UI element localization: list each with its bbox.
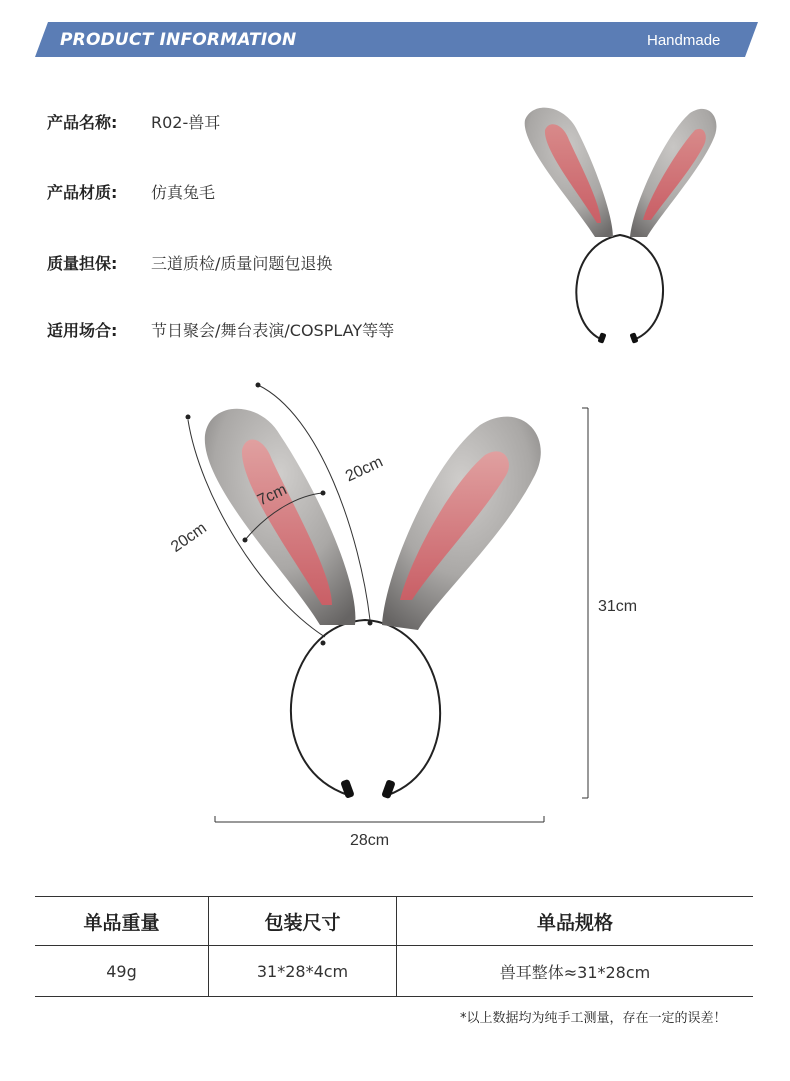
table-cell: 兽耳整体≈31*28cm — [397, 946, 754, 997]
product-diagram — [160, 375, 660, 865]
spec-key: 适用场合: — [47, 321, 118, 340]
height-label: 31cm — [598, 598, 638, 615]
spec-value: R02-兽耳 — [151, 113, 221, 132]
table-header-row — [35, 897, 753, 946]
table-cell: 31*28*4cm — [209, 946, 397, 997]
spec-value: 节日聚会/舞台表演/COSPLAY等等 — [151, 321, 395, 340]
spec-table — [35, 896, 753, 997]
width-label: 28cm — [350, 832, 390, 849]
table-header: 单品规格 — [397, 897, 754, 946]
spec-value: 仿真兔毛 — [151, 183, 216, 202]
ear-length-outer-label: 20cm — [168, 519, 210, 556]
banner-title: PRODUCT INFORMATION — [60, 30, 297, 50]
ear-length-inner-label: 20cm — [343, 453, 386, 486]
ear-width-label: 7cm — [255, 481, 290, 510]
spec-key: 产品名称: — [47, 113, 118, 132]
spec-key: 质量担保: — [47, 254, 118, 273]
table-row — [35, 946, 753, 997]
spec-value: 三道质检/质量问题包退换 — [151, 254, 333, 273]
table-cell: 49g — [35, 946, 209, 997]
table-header: 包装尺寸 — [209, 897, 397, 946]
banner-subtitle: Handmade — [647, 32, 721, 49]
product-thumbnail — [505, 95, 735, 345]
measurement-note: *以上数据均为纯手工测量，存在一定的误差！ — [460, 1011, 727, 1026]
spec-key: 产品材质: — [47, 183, 118, 202]
table-header: 单品重量 — [35, 897, 209, 946]
